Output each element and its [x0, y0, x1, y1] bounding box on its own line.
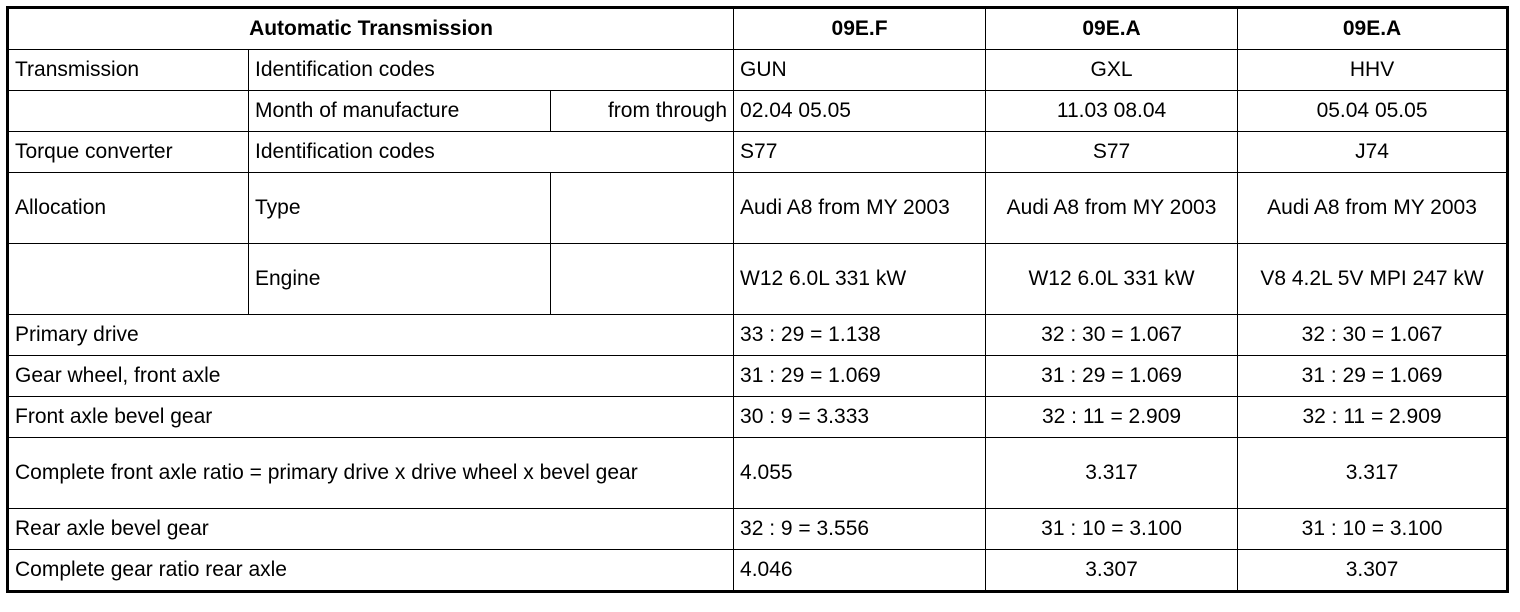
table-row [8, 509, 1508, 550]
cell-value: 31 : 29 = 1.069 [734, 356, 986, 397]
row-sublabel-engine: Engine [249, 244, 551, 315]
cell-value: Audi A8 from MY 2003 [986, 173, 1238, 244]
spec-table-container [6, 6, 1509, 593]
row-label-gear-wheel-front-axle: Gear wheel, front axle [8, 356, 734, 397]
row-label-front-axle-bevel-gear: Front axle bevel gear [8, 397, 734, 438]
cell-value: S77 [986, 132, 1238, 173]
row-label-complete-gear-ratio-rear-axle: Complete gear ratio rear axle [8, 550, 734, 592]
row-label-rear-axle-bevel-gear: Rear axle bevel gear [8, 509, 734, 550]
row-qualifier: from through [551, 91, 734, 132]
row-label-transmission: Transmission [8, 50, 249, 91]
table-row [8, 91, 1508, 132]
cell-value: 11.03 08.04 [986, 91, 1238, 132]
table-row [8, 132, 1508, 173]
cell-value: 3.317 [1238, 438, 1508, 509]
row-sublabel-manufacture: Month of manufacture [249, 91, 551, 132]
table-row [8, 438, 1508, 509]
table-row [8, 50, 1508, 91]
column-header-1: 09E.F [734, 8, 986, 50]
cell-value: 3.317 [986, 438, 1238, 509]
cell-value: 31 : 10 = 3.100 [1238, 509, 1508, 550]
column-header-2: 09E.A [986, 8, 1238, 50]
cell-value: 02.04 05.05 [734, 91, 986, 132]
cell-value: W12 6.0L 331 kW [986, 244, 1238, 315]
table-row [8, 315, 1508, 356]
cell-value: 31 : 10 = 3.100 [986, 509, 1238, 550]
cell-value: Audi A8 from MY 2003 [734, 173, 986, 244]
cell-value: 32 : 9 = 3.556 [734, 509, 986, 550]
cell-value: S77 [734, 132, 986, 173]
cell-value: 05.04 05.05 [1238, 91, 1508, 132]
table-title: Automatic Transmission [8, 8, 734, 50]
row-sublabel-id-codes: Identification codes [249, 132, 734, 173]
cell-value: GUN [734, 50, 986, 91]
column-header-3: 09E.A [1238, 8, 1508, 50]
row-sublabel-id-codes: Identification codes [249, 50, 734, 91]
row-label-allocation: Allocation [8, 173, 249, 244]
cell-value: V8 4.2L 5V MPI 247 kW [1238, 244, 1508, 315]
cell-value: 31 : 29 = 1.069 [1238, 356, 1508, 397]
cell-value: 33 : 29 = 1.138 [734, 315, 986, 356]
table-row [8, 356, 1508, 397]
cell-value: 30 : 9 = 3.333 [734, 397, 986, 438]
empty-cell [8, 91, 249, 132]
table-row [8, 244, 1508, 315]
empty-cell [8, 244, 249, 315]
cell-value: 32 : 11 = 2.909 [986, 397, 1238, 438]
cell-value: 4.046 [734, 550, 986, 592]
row-label-torque-converter: Torque converter [8, 132, 249, 173]
transmission-spec-table [6, 6, 1509, 593]
row-label-complete-front-axle-ratio: Complete front axle ratio = primary drive x drive wheel x bevel gear [8, 438, 734, 509]
row-label-primary-drive: Primary drive [8, 315, 734, 356]
table-row [8, 173, 1508, 244]
cell-value: 3.307 [1238, 550, 1508, 592]
cell-value: 32 : 11 = 2.909 [1238, 397, 1508, 438]
header-row [8, 8, 1508, 50]
empty-cell [551, 173, 734, 244]
empty-cell [551, 244, 734, 315]
cell-value: J74 [1238, 132, 1508, 173]
row-sublabel-type: Type [249, 173, 551, 244]
table-row [8, 550, 1508, 592]
cell-value: GXL [986, 50, 1238, 91]
cell-value: 31 : 29 = 1.069 [986, 356, 1238, 397]
cell-value: 32 : 30 = 1.067 [1238, 315, 1508, 356]
cell-value: W12 6.0L 331 kW [734, 244, 986, 315]
table-row [8, 397, 1508, 438]
cell-value: HHV [1238, 50, 1508, 91]
cell-value: 4.055 [734, 438, 986, 509]
cell-value: Audi A8 from MY 2003 [1238, 173, 1508, 244]
cell-value: 32 : 30 = 1.067 [986, 315, 1238, 356]
cell-value: 3.307 [986, 550, 1238, 592]
